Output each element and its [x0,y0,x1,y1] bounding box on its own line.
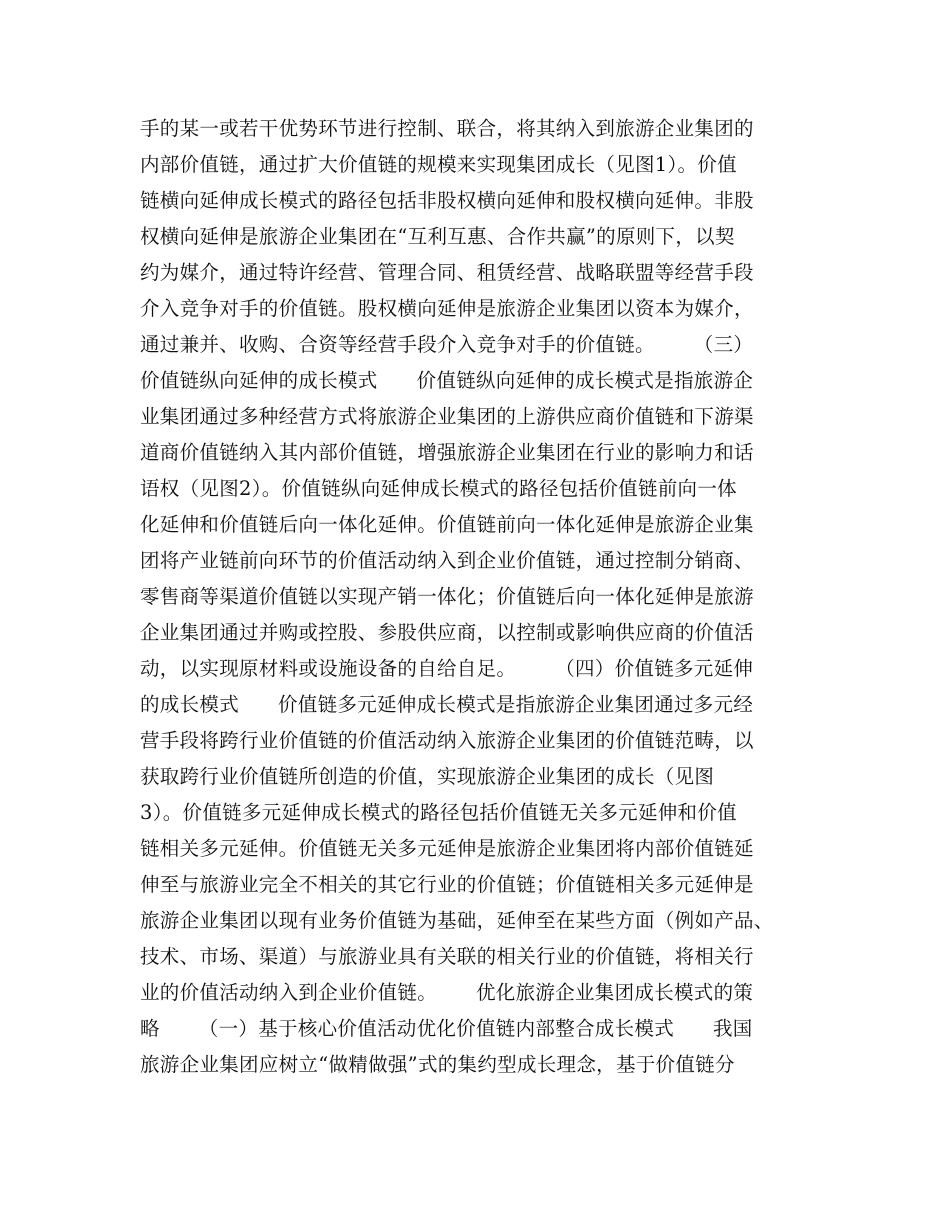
text-line: 技术、市场、渠道）与旅游业具有关联的相关行业的价值链，将相关行 [140,945,754,968]
text-line: 化延伸和价值链后向一体化延伸。价值链前向一体化延伸是旅游企业集 [140,513,754,536]
text-line: 团将产业链前向环节的价值活动纳入到企业价值链，通过控制分销商、 [140,549,754,572]
text-line: 道商价值链纳入其内部价值链，增强旅游企业集团在行业的影响力和话 [140,441,754,464]
text-line: 价值链纵向延伸的成长模式 价值链纵向延伸的成长模式是指旅游企 [140,369,754,392]
body-text [140,111,840,1083]
text-line: 的成长模式 价值链多元延伸成长模式是指旅游企业集团通过多元经 [140,693,754,716]
text-line: 旅游企业集团应树立“做精做强”式的集约型成长理念，基于价值链分 [140,1053,735,1076]
text-line: 通过兼并、收购、合资等经营手段介入竞争对手的价值链。 （三） [140,333,754,356]
text-line: 旅游企业集团以现有业务价值链为基础，延伸至在某些方面（例如产品、 [140,909,774,932]
text-line: 内部价值链，通过扩大价值链的规模来实现集团成长（见图1）。价值 [140,153,737,176]
text-line: 业集团通过多种经营方式将旅游企业集团的上游供应商价值链和下游渠 [140,405,754,428]
text-line: 略 （一）基于核心价值活动优化价值链内部整合成长模式 我国 [140,1017,753,1040]
text-line: 链横向延伸成长模式的路径包括非股权横向延伸和股权横向延伸。非股 [140,189,754,212]
text-line: 动，以实现原材料或设施设备的自给自足。 （四）价值链多元延伸 [140,657,754,680]
text-line: 介入竞争对手的价值链。股权横向延伸是旅游企业集团以资本为媒介， [140,297,754,320]
text-line: 获取跨行业价值链所创造的价值，实现旅游企业集团的成长（见图 [140,765,715,788]
text-line: 手的某一或若干优势环节进行控制、联合，将其纳入到旅游企业集团的 [140,117,754,140]
text-line: 企业集团通过并购或控股、参股供应商，以控制或影响供应商的价值活 [140,621,754,644]
text-line: 零售商等渠道价值链以实现产销一体化；价值链后向一体化延伸是旅游 [140,585,754,608]
text-line: 伸至与旅游业完全不相关的其它行业的价值链；价值链相关多元延伸是 [140,873,754,896]
text-line: 3）。价值链多元延伸成长模式的路径包括价值链无关多元延伸和价值 [140,801,737,824]
text-line: 权横向延伸是旅游企业集团在“互利互惠、合作共赢”的原则下，以契 [140,225,735,248]
text-line: 业的价值活动纳入到企业价值链。 优化旅游企业集团成长模式的策 [140,981,754,1004]
text-line: 语权（见图2）。价值链纵向延伸成长模式的路径包括价值链前向一体 [140,477,737,500]
text-line: 链相关多元延伸。价值链无关多元延伸是旅游企业集团将内部价值链延 [140,837,754,860]
text-line: 约为媒介，通过特许经营、管理合同、租赁经营、战略联盟等经营手段 [140,261,754,284]
text-line: 营手段将跨行业价值链的价值活动纳入旅游企业集团的价值链范畴，以 [140,729,754,752]
